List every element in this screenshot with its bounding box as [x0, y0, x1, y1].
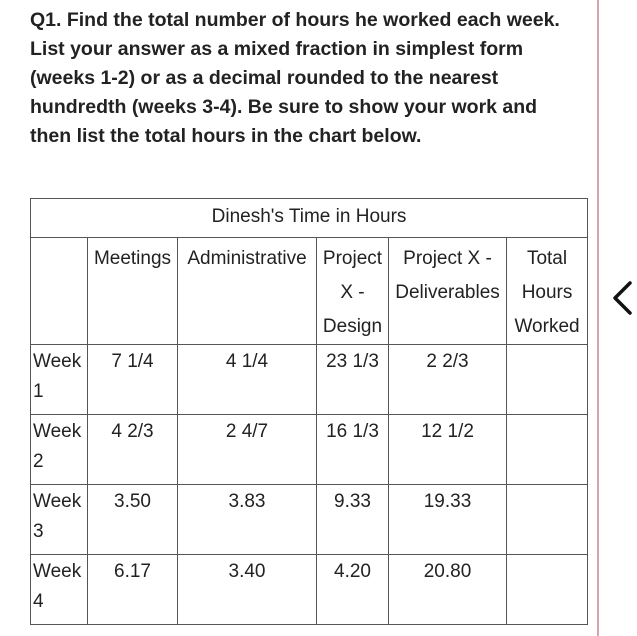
table-row — [31, 415, 588, 485]
header-administrative: Administrative — [178, 238, 317, 345]
question-line: Q1. Find the total number of hours he worked each week. — [30, 9, 560, 31]
week-word: Week — [33, 421, 82, 442]
week-number: 3 — [33, 521, 44, 542]
question-line: List your answer as a mixed fraction in simplest form — [30, 38, 524, 60]
header-meetings: Meetings — [88, 238, 178, 345]
chevron-left-icon[interactable] — [610, 280, 634, 316]
total-hours-cell[interactable] — [507, 555, 588, 625]
question-text — [30, 6, 590, 151]
week-label — [31, 415, 88, 485]
week-number: 1 — [33, 381, 44, 402]
total-hours-cell[interactable] — [507, 415, 588, 485]
meetings-cell: 6.17 — [88, 555, 178, 625]
header-project-x-deliverables: Project X - Deliverables — [389, 238, 507, 345]
design-cell: 9.33 — [317, 485, 389, 555]
table-row — [31, 555, 588, 625]
deliverables-cell: 12 1/2 — [389, 415, 507, 485]
header-blank — [31, 238, 88, 345]
administrative-cell: 3.40 — [178, 555, 317, 625]
header-project-x-design: Project X - Design — [317, 238, 389, 345]
question-line: (weeks 1-2) or as a decimal rounded to the nearest — [30, 67, 499, 89]
design-cell: 16 1/3 — [317, 415, 389, 485]
total-hours-cell[interactable] — [507, 485, 588, 555]
deliverables-cell: 19.33 — [389, 485, 507, 555]
table-row — [31, 485, 588, 555]
week-word: Week — [33, 491, 82, 512]
question-line: then list the total hours in the chart below. — [30, 125, 422, 147]
question-line: hundredth (weeks 3-4). Be sure to show your work and — [30, 96, 538, 118]
week-label — [31, 345, 88, 415]
deliverables-cell: 2 2/3 — [389, 345, 507, 415]
week-word: Week — [33, 351, 82, 372]
design-cell: 23 1/3 — [317, 345, 389, 415]
table-row — [31, 345, 588, 415]
week-label — [31, 555, 88, 625]
week-number: 2 — [33, 451, 44, 472]
meetings-cell: 3.50 — [88, 485, 178, 555]
design-cell: 4.20 — [317, 555, 389, 625]
page-edge-divider — [597, 0, 599, 636]
week-label — [31, 485, 88, 555]
week-number: 4 — [33, 591, 44, 612]
meetings-cell: 4 2/3 — [88, 415, 178, 485]
header-total-hours-worked: Total Hours Worked — [507, 238, 588, 345]
administrative-cell: 2 4/7 — [178, 415, 317, 485]
administrative-cell: 3.83 — [178, 485, 317, 555]
administrative-cell: 4 1/4 — [178, 345, 317, 415]
deliverables-cell: 20.80 — [389, 555, 507, 625]
table-title: Dinesh's Time in Hours — [31, 199, 588, 238]
meetings-cell: 7 1/4 — [88, 345, 178, 415]
week-word: Week — [33, 561, 82, 582]
total-hours-cell[interactable] — [507, 345, 588, 415]
hours-table — [30, 198, 588, 625]
